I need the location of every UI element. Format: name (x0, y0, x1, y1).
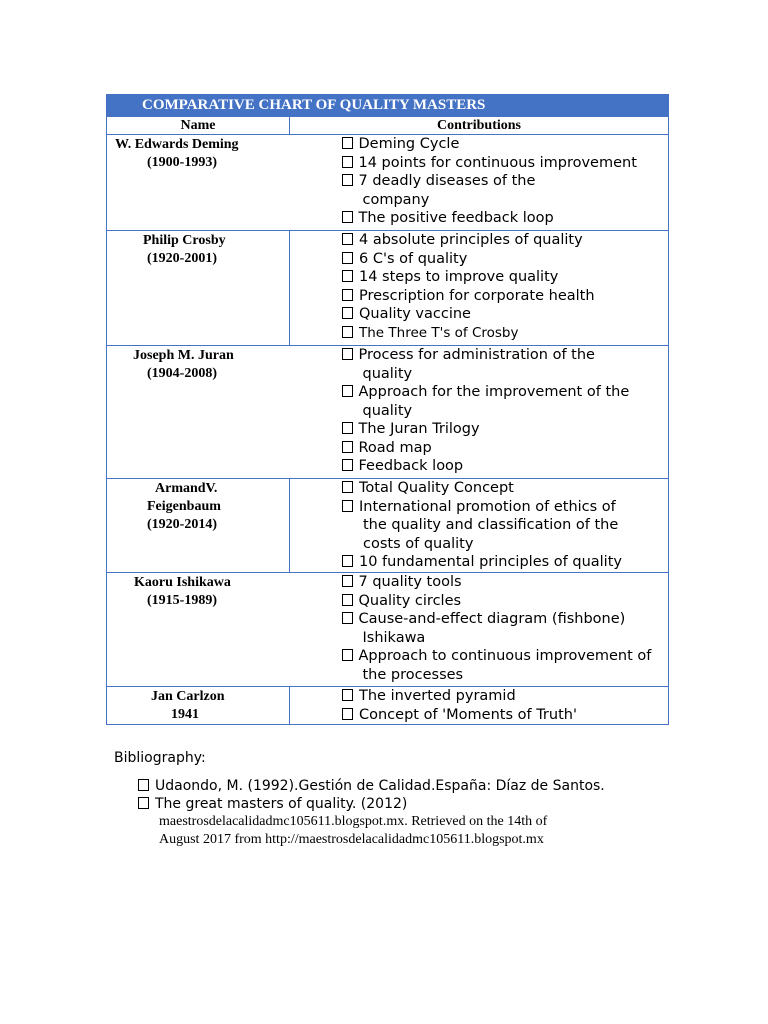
list-item: Quality circles (342, 592, 669, 611)
master-name: Joseph M. Juran (133, 348, 234, 363)
checkbox-bullet-icon (342, 307, 353, 319)
checkbox-bullet-icon (342, 348, 353, 360)
checkbox-bullet-icon (342, 326, 353, 338)
list-item: Prescription for corporate health (342, 287, 668, 306)
list-item: 14 steps to improve quality (342, 268, 668, 287)
master-name: Kaoru Ishikawa (134, 575, 231, 590)
checkbox-bullet-icon (342, 233, 353, 245)
checkbox-bullet-icon (342, 575, 353, 587)
checkbox-bullet-icon (342, 211, 353, 223)
master-years: 1941 (171, 707, 199, 722)
quality-masters-table (106, 94, 669, 725)
contributions-list (290, 573, 669, 684)
master-name-cell (107, 687, 290, 725)
table-row (107, 231, 669, 346)
quality-masters-table-container (106, 94, 668, 725)
checkbox-bullet-icon (342, 156, 353, 168)
list-item: Road map (342, 439, 669, 458)
checkbox-bullet-icon (342, 289, 353, 301)
checkbox-bullet-icon (342, 612, 353, 624)
master-name-surname: Feigenbaum (147, 499, 221, 514)
checkbox-bullet-icon (342, 270, 353, 282)
checkbox-bullet-icon (342, 708, 353, 720)
checkbox-bullet-icon (138, 797, 149, 809)
list-item: The great masters of quality. (2012) (138, 795, 698, 813)
master-years: (1920-2014) (147, 517, 217, 532)
list-item: 7 quality tools (342, 573, 669, 592)
list-item: 14 points for continuous improvement (342, 154, 669, 173)
table-row (107, 346, 669, 479)
master-name-cell (107, 231, 290, 346)
checkbox-bullet-icon (342, 689, 353, 701)
checkbox-bullet-icon (342, 385, 353, 397)
contributions-list (290, 479, 668, 572)
list-item: Approach to continuous improvement of the processes (342, 647, 669, 684)
list-item: Total Quality Concept (342, 479, 668, 498)
list-item: Deming Cycle (342, 135, 669, 154)
master-name: W. Edwards Deming (115, 137, 239, 152)
list-item: International promotion of ethics of the quality and classification of the costs of quality (342, 498, 668, 554)
column-header-contributions: Contributions (290, 117, 669, 135)
checkbox-bullet-icon (342, 174, 353, 186)
bibliography-heading: Bibliography: (114, 750, 206, 766)
checkbox-bullet-icon (138, 779, 149, 791)
master-years: (1900-1993) (147, 155, 217, 170)
checkbox-bullet-icon (342, 459, 353, 471)
list-item: Approach for the improvement of the quality (342, 383, 669, 420)
checkbox-bullet-icon (342, 594, 353, 606)
list-item: Concept of 'Moments of Truth' (342, 706, 668, 725)
list-item: 6 C's of quality (342, 250, 668, 269)
master-name: Philip Crosby (143, 233, 226, 248)
contributions-cell (290, 479, 669, 573)
master-name-cell (107, 135, 290, 231)
contributions-cell (290, 231, 669, 346)
list-item: Cause-and-effect diagram (fishbone) Ishikawa (342, 610, 669, 647)
checkbox-bullet-icon (342, 252, 353, 264)
master-name-cell (107, 346, 290, 479)
contributions-list (290, 687, 668, 724)
checkbox-bullet-icon (342, 137, 353, 149)
master-years: (1915-1989) (147, 593, 217, 608)
list-item: 7 deadly diseases of the company (342, 172, 669, 209)
list-item: Feedback loop (342, 457, 669, 476)
master-name: ArmandV. (155, 481, 218, 496)
contributions-list (290, 135, 669, 228)
checkbox-bullet-icon (342, 555, 353, 567)
table-row (107, 687, 669, 725)
table-row (107, 135, 669, 231)
table-title: COMPARATIVE CHART OF QUALITY MASTERS (107, 95, 669, 117)
master-years: (1920-2001) (147, 251, 217, 266)
list-item: The Juran Trilogy (342, 420, 669, 439)
master-name: Jan Carlzon (151, 689, 225, 704)
checkbox-bullet-icon (342, 441, 353, 453)
contributions-list (290, 346, 669, 476)
contributions-cell (290, 135, 669, 231)
list-item: The positive feedback loop (342, 209, 669, 228)
master-name-cell (107, 479, 290, 573)
list-item: 4 absolute principles of quality (342, 231, 668, 250)
checkbox-bullet-icon (342, 649, 353, 661)
contributions-list (290, 231, 668, 342)
column-header-name: Name (107, 117, 290, 135)
list-item: The Three T's of Crosby (342, 324, 668, 343)
checkbox-bullet-icon (342, 500, 353, 512)
checkbox-bullet-icon (342, 481, 353, 493)
master-years: (1904-2008) (147, 366, 217, 381)
checkbox-bullet-icon (342, 422, 353, 434)
bibliography-url-text: maestrosdelacalidadmc105611.blogspot.mx. Retrieved on the 14th of August 2017 from http://maestrosdelacalidadmc105611.blogspot.mx (159, 814, 548, 847)
list-item: 10 fundamental principles of quality (342, 553, 668, 572)
list-item: Quality vaccine (342, 305, 668, 324)
master-name-cell (107, 573, 290, 687)
contributions-cell (290, 687, 669, 725)
bibliography-list (138, 777, 698, 849)
table-row (107, 479, 669, 573)
list-item: Udaondo, M. (1992).Gestión de Calidad.España: Díaz de Santos. (138, 777, 698, 795)
table-row (107, 573, 669, 687)
contributions-cell (290, 346, 669, 479)
list-item: Process for administration of the quality (342, 346, 669, 383)
contributions-cell (290, 573, 669, 687)
list-item: The inverted pyramid (342, 687, 668, 706)
